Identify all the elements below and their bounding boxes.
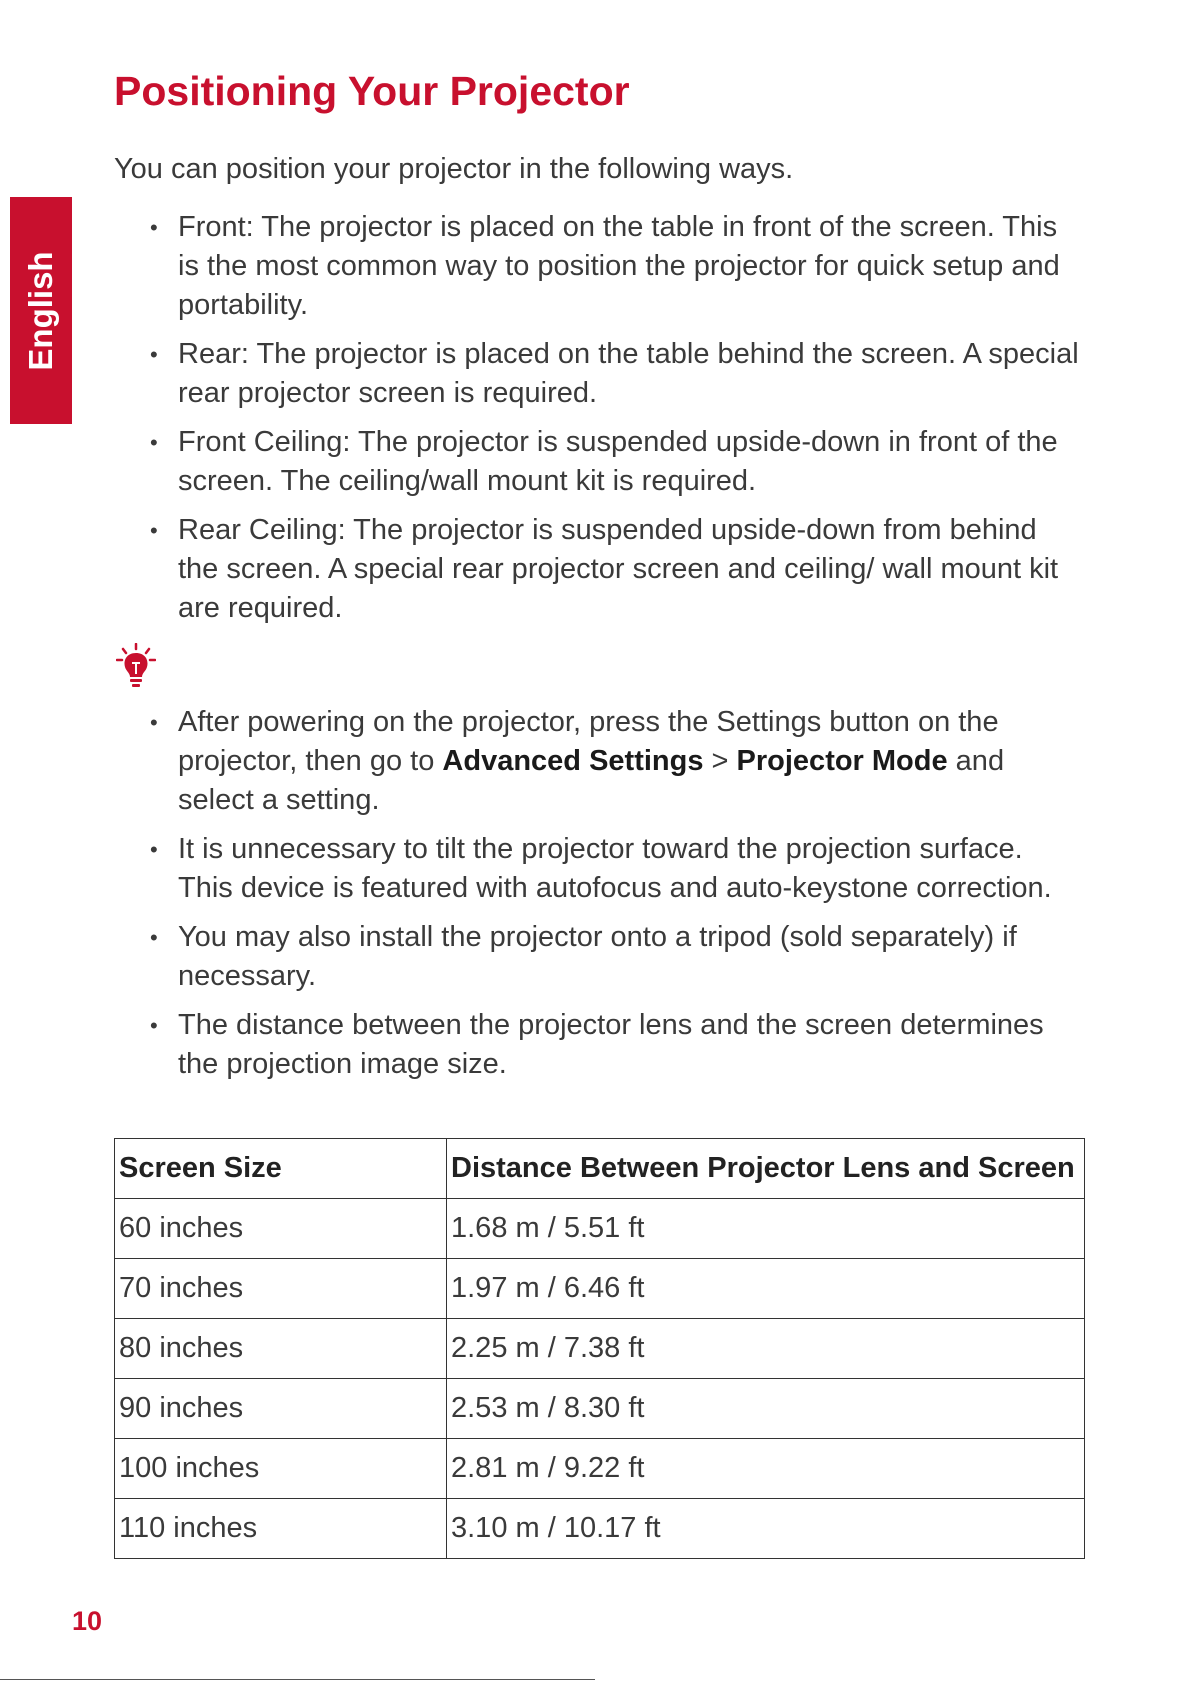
language-tab — [10, 197, 72, 424]
list-item: • Rear: The projector is placed on the table behind the screen. A special rear projector screen is required. — [114, 335, 1084, 413]
language-tab-label: English — [22, 250, 59, 371]
table-cell: 3.10 m / 10.17 ft — [447, 1499, 1085, 1559]
table-cell: 1.97 m / 6.46 ft — [447, 1259, 1085, 1319]
intro-text: You can position your projector in the following ways. — [114, 153, 794, 185]
table-row — [115, 1319, 1085, 1379]
projector-mode-menu-ref: Projector Mode — [736, 745, 948, 777]
column-header: Distance Between Projector Lens and Screen — [447, 1139, 1085, 1199]
footer-divider — [0, 1679, 595, 1680]
list-item: • It is unnecessary to tilt the projector toward the projection surface. This device is featured with autofocus and auto-keystone correction. — [114, 830, 1084, 908]
column-header: Screen Size — [115, 1139, 447, 1199]
table-cell: 60 inches — [115, 1199, 447, 1259]
list-item — [114, 703, 1084, 820]
position-list — [114, 208, 1084, 638]
table-row — [115, 1499, 1085, 1559]
distance-table — [114, 1138, 1085, 1559]
table-cell: 90 inches — [115, 1379, 447, 1439]
list-item: • Rear Ceiling: The projector is suspended upside-down from behind the screen. A special rear projector screen and ceiling/ wall mount kit are required. — [114, 511, 1084, 628]
list-item: • The distance between the projector lens and the screen determines the projection image size. — [114, 1006, 1084, 1084]
table-cell: 80 inches — [115, 1319, 447, 1379]
page-title: Positioning Your Projector — [114, 68, 630, 114]
page-number: 10 — [72, 1606, 103, 1636]
table-cell: 2.81 m / 9.22 ft — [447, 1439, 1085, 1499]
tip-text: After powering on the projector, press the Settings button on the projector, then go to — [178, 706, 999, 777]
table-cell: 2.53 m / 8.30 ft — [447, 1379, 1085, 1439]
tip-list — [114, 703, 1084, 1094]
table-cell: 1.68 m / 5.51 ft — [447, 1199, 1085, 1259]
tip-text: and select a setting. — [178, 745, 1005, 816]
table-cell: 2.25 m / 7.38 ft — [447, 1319, 1085, 1379]
table-cell: 100 inches — [115, 1439, 447, 1499]
list-item: • Front: The projector is placed on the table in front of the screen. This is the most common way to position the projector for quick setup and portability. — [114, 208, 1084, 325]
table-row — [115, 1199, 1085, 1259]
list-item: • Front Ceiling: The projector is suspended upside-down in front of the screen. The ceiling/wall mount kit is required. — [114, 423, 1084, 501]
table-row — [115, 1379, 1085, 1439]
advanced-settings-menu-ref: Advanced Settings — [442, 745, 704, 777]
table-cell: 70 inches — [115, 1259, 447, 1319]
table-cell: 110 inches — [115, 1499, 447, 1559]
lightbulb-tip-icon — [116, 643, 156, 689]
table-row — [115, 1439, 1085, 1499]
list-item: • You may also install the projector onto a tripod (sold separately) if necessary. — [114, 918, 1084, 996]
menu-separator: > — [703, 745, 737, 777]
table-header-row — [115, 1139, 1085, 1199]
table-row — [115, 1259, 1085, 1319]
